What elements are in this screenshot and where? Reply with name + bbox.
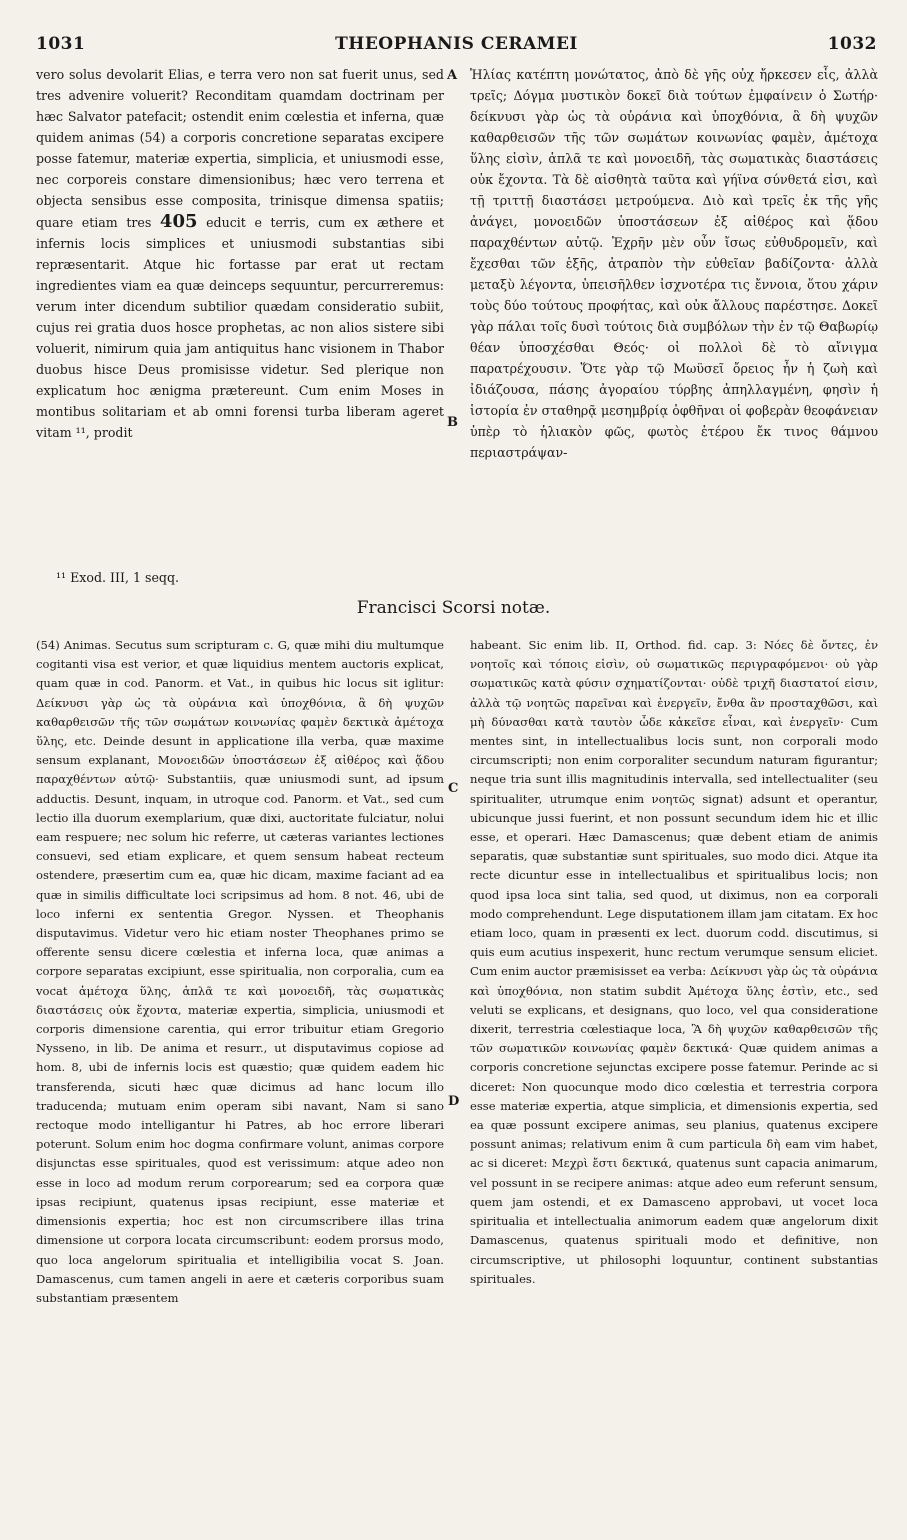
reference-number: 405	[159, 211, 198, 232]
margin-letter-b: B	[447, 415, 458, 430]
notes-right-paragraph: habeant. Sic enim lib. II, Orthod. fid. cap. 3: Νόες δὲ ὄντες, ἐν νοητοῖς καὶ τόποις εἰσὶν, οὐ σωματικῶς περιγραφόμενοι· οὐ γὰρ σωματικῶς κατὰ φύσιν σχηματίζονται· οὐδὲ τριχῆ διαστατοί εἰσιν, ἀλλὰ τῷ νοητῶς παρεῖναι καὶ ἐνεργεῖν, ἔνθα ἂν προσταχθῶσι, καὶ μὴ δύνασθαι κατὰ ταυτὸν ὧδε κἀκεῖσε εἶναι, καὶ ἐνεργεῖν· Cum mentes sint, in intellectualibus locis sunt, non corporali modo circumscripti; non enim corporaliter secundum naturam figurantur; neque tria sunt illis magnitudinis intervalla, sed intellectualiter (seu spiritualiter, utrumque enim νοητῶς signat) adsunt et operantur, ubicunque jussi fuerint, et non possunt secundum idem hic et illic esse, et operari. Hæc Damascenus; quæ debent etiam de animis separatis, quæ substantiæ sunt spirituales, suo modo dici. Atque ita recte dicuntur esse in intellectualibus et spiritualibus locis; non quod ipsa loca sint talia, sed quod, ut diximus, non ea corporali modo comprehendunt. Lege disputationem illam jam citatam. Ex hoc etiam loco, quam in præsenti ex lect. duorum codd. discutimus, si quis eum acutius inspexerit, hunc rectum verumque sensum eliciet. Cum enim auctor præmisisset ea verba: Δείκνυσι γὰρ ὡς τὰ οὐράνια καὶ ὑποχθόνια, non statim subdit Ἀμέτοχα ὕλης ἐστὶν, etc., sed veluti se explicans, et designans, quo loco, vel qua consideratione dixerit, terrestria cœlestiaque loca, Ἃ δὴ ψυχῶν καθαρθεισῶν τῆς τῶν σωματικῶν κοινωνίας φαμὲν δεκτικά· Quæ quidem animas a corporis concretione sejunctas excipere posse fatemur. Perinde ac si diceret: Non quocunque modo dico cœlestia et terrestria corpora esse materiæ expertia, atque simplicia, et dimensionis expertia, sed ea quæ possunt excipere animas, seu planius, quatenus excipere possunt animas; relativum enim ἃ cum particula δὴ eam vim habet, ac si diceret: Μεχρὶ ἔστι δεκτικά, quatenus sunt capacia animarum, vel possunt in se recipere animas: atque adeo eum referunt sensum, quem jam ostendi, et ex Damasceno approbavi, ut vocet loca spiritualia et intellectualia animorum eadem quæ angelorum dixit Damascenus, quatenus spirituali modo et definitive, non circumscriptive, ut philosophi loquuntur, continent substantias spirituales.	[470, 638, 878, 1286]
latin-text-part2: educit e terris, cum ex æthere et infernis locis simplices et uniusmodi substantias sibi repræsentarit. Atque hic fortasse par erat ut rectam ingredientes viam ea quæ deinceps sequuntur, percurreremus: verum inter dicendum subtilior quædam consideratio subiit, cujus rei gratia duos hosce prophetas, ac non alios sistere sibi voluerit, nimirum quia jam antiquitus hanc visionem in Thabor duobus hisce Deus promisisse videtur. Sed plerique non explicatum hoc ænigma prætereunt. Cum enim Moses in montibus solitariam et ab omni forensi turba liberam ageret vitam ¹¹, prodit	[36, 215, 444, 440]
left-page-number: 1031	[36, 34, 86, 54]
running-title: THEOPHANIS CERAMEI	[335, 34, 578, 54]
latin-text-part1: vero solus devolarit Elias, e terra vero non sat fuerit unus, sed tres advenire voluerit? Reconditam quamdam doctrinam per hæc Salvator patefacit; ostendit enim cœlestia et inferna, quæ quidem animas (54) a corporis concretione separatas excipere posse fatemur, materiæ expertia, simplicia, et uniusmodi esse, nec corporeis constare dimensionibus; hæc vero terrena et objecta sensibus esse composita, trinisque dimensa spatiis; quare etiam tres	[36, 67, 444, 230]
greek-paragraph: Ἠλίας κατέπτη μονώτατος, ἀπὸ δὲ γῆς οὐχ ἤρκεσεν εἷς, ἀλλὰ τρεῖς; Δόγμα μυστικὸν δοκεῖ διὰ τούτων ἐμφαίνειν ὁ Σωτήρ· δείκνυσι γὰρ ὡς τὰ οὐράνια καὶ ὑποχθόνια, ἃ δὴ ψυχῶν καθαρθεισῶν τῆς τῶν σωμάτων κοινωνίας φαμὲν, ἀμέτοχα ὕλης εἰσὶν, ἁπλᾶ τε καὶ μονοειδῆ, τὰς σωματικὰς διαστάσεις οὐκ ἔχοντα. Τὰ δὲ αἰσθητὰ ταῦτα καὶ γήϊνα σύνθετά εἰσι, καὶ τῇ τριττῇ διαστάσει μετρούμενα. Διὸ καὶ τρεῖς ἐκ τῆς γῆς ἀνάγει, μονοειδῶν ὑποστάσεων ἐξ αἰθέρος καὶ ᾅδου παραχθέντων αὐτῷ. Ἐχρῆν μὲν οὖν ἴσως εὐθυδρομεῖν, καὶ ἔχεσθαι τῶν ἑξῆς, ἀτραπὸν τὴν εὐθεῖαν βαδίζοντα· ἀλλὰ μεταξὺ λέγοντα, ὑπεισῆλθεν ἰσχνοτέρα τις ἔννοια, ὅτου χάριν τοὺς δύο τούτους προφήτας, καὶ οὐκ ἄλλους παρέστησε. Δοκεῖ γὰρ πάλαι τοῖς δυσὶ τούτοις διὰ συμβόλων τὴν ἐν τῷ Θαβωρίῳ θέαν ὑποσχέσθαι Θεός· οἱ πολλοὶ δὲ τὸ αἴνιγμα παρατρέχουσιν. Ὅτε γὰρ τῷ Μωϋσεῖ ὄρειος ἦν ἡ ζωὴ καὶ ἰδιάζουσα, πάσης ἀγοραίου τύρβης ἀπηλλαγμένη, φησὶν ἡ ἱστορία ἐν σταθηρᾷ μεσημβρίᾳ ὀφθῆναι οἱ φοβερὰν θεοφάνειαν ὑπὲρ τὸ ἡλιακὸν φῶς, φωτὸς ἑτέρου ἔκ τινος θάμνου περιαστράψαν-	[470, 67, 878, 460]
latin-main-column	[36, 64, 444, 570]
greek-main-column	[470, 64, 878, 570]
margin-letter-c: C	[448, 781, 459, 796]
footnote: ¹¹ Exod. III, 1 seqq.	[56, 570, 180, 585]
margin-letter-a: A	[447, 68, 458, 83]
notes-left-column	[36, 636, 444, 1528]
right-page-number: 1032	[827, 34, 877, 54]
notes-right-column	[470, 636, 878, 1528]
latin-paragraph	[36, 64, 444, 443]
notes-left-paragraph: (54) Animas. Secutus sum scripturam c. G, quæ mihi diu multumque cogitanti visa est verior, et quæ liquidius mentem auctoris explicat, quam quæ in cod. Panorm. et Vat., in quibus hic locus sit iglitur: Δείκνυσι γὰρ ὡς τὰ οὐράνια καὶ ὑποχθόνια, ἃ δὴ ψυχῶν καθαρθεισῶν τῆς τῶν σωμάτων κοινωνίας φαμὲν δεκτικὰ ἀμέτοχα ὕλης, etc. Deinde desunt in applicatione illa verba, quæ maxime sensum explanant, Μονοειδῶν ὑποστάσεων ἐξ αἰθέρος καὶ ᾅδου παραχθέντων αὐτῷ· Substantiis, quæ uniusmodi sunt, ad ipsum adductis. Desunt, inquam, in utroque cod. Panorm. et Vat., sed cum lectio illa duorum exemplarium, quæ dixi, auctoritate fulciatur, nolui eam respuere; nec solum hic referre, ut cæteras variantes lectiones consuevi, sed etiam explicare, et quem sensum habeat recteum ostendere, præsertim cum ea, quæ hic dicam, maxime faciant ad ea quæ in similis difficultate loci scripsimus ad hom. 8 not. 46, ubi de loco inferni ex sententia Gregor. Nyssen. et Theophanis disputavimus. Videtur vero hic etiam noster Theophanes primo se offerente sensu dicere cœlestia et inferna loca, quæ animas a corpore separatas excipiunt, esse spiritualia, non corporalia, cum ea vocat ἀμέτοχα ὕλης, ἁπλᾶ τε καὶ μονοειδῆ, τὰς σωματικὰς διαστάσεις οὐκ ἔχοντα, materiæ expertia, simplicia, uniusmodi et corporis dimensione carentia, qui error tribuitur etiam Gregorio Nysseno, in lib. De anima et resurr., ut disputavimus copiose ad hom. 8, ubi de infernis locis est quæstio; quæ quidem eadem hic transferenda, sicuti hæc quæ dicimus ad hanc locum illo traducenda; mutuam enim operam sibi navant, Nam si sano rectoque modo intelligantur hi Patres, ab hoc errore liberari poterunt. Solum enim hoc dogma confirmare volunt, animas corpore disjunctas esse spirituales, quod est verissimum: atque adeo non esse in loco ad modum rerum corporearum; sed ea corpora quæ ipsas recipiunt, quatenus ipsas recipiunt, esse materiæ et dimensionis expertia; hoc est non circumscribere illas trina dimensione ut corpora locata circumscribunt: eodem prorsus modo, quo loca angelorum spiritualia et intelligibilia vocat S. Joan. Damascenus, cum tamen angeli in aere et cæteris corporibus suam substantiam præsentem	[36, 638, 444, 1305]
notes-title: Francisci Scorsi notæ.	[356, 598, 551, 618]
margin-letter-d: D	[448, 1094, 460, 1109]
page-header	[36, 34, 877, 60]
